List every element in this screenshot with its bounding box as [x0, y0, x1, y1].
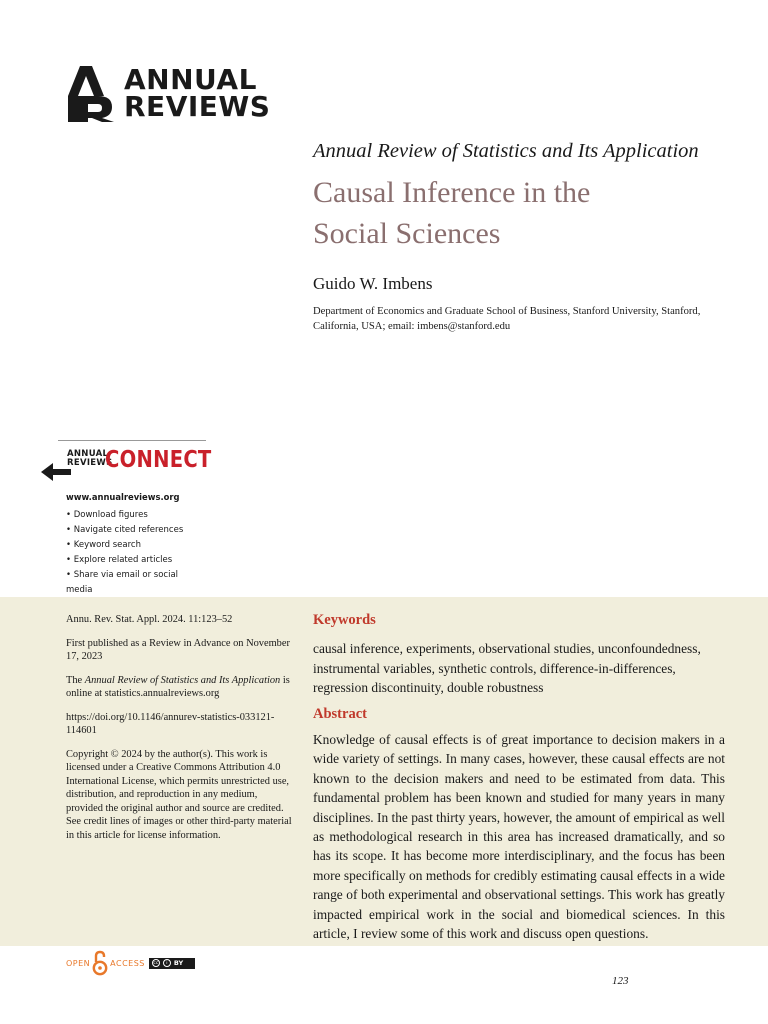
connect-item-keyword-search: • Keyword search — [66, 540, 141, 550]
article-title — [313, 172, 590, 254]
connect-small-annual: ANNUAL — [67, 449, 109, 459]
online-post: is online at statistics.annualreviews.org — [66, 674, 290, 699]
article-title-line-1: Causal Inference in the — [313, 176, 591, 209]
logo-word-annual: ANNUAL — [124, 63, 257, 96]
annual-reviews-connect-box — [41, 440, 212, 605]
connect-url-link[interactable]: www.annualreviews.org — [66, 492, 180, 502]
open-access-right: ACCESS — [110, 958, 145, 968]
open-access-badge — [66, 950, 195, 976]
doi-link[interactable]: https://doi.org/10.1146/annurev-statistics-033121-114601 — [66, 711, 275, 736]
author-name: Guido W. Imbens — [313, 274, 433, 293]
logo-word-reviews: REVIEWS — [124, 90, 271, 123]
abstract-heading: Abstract — [313, 706, 367, 722]
connect-item-navigate-references: • Navigate cited references — [66, 525, 184, 535]
cc-license-badge — [149, 958, 195, 969]
connect-feature-list — [66, 508, 206, 598]
ar-logo-icon — [66, 66, 118, 122]
abstract-text: Knowledge of causal effects is of great importance to decision makers in a wide variety of settings. In many cases, however, these causal effects are not known to the decision makers and need to be estimated from data. This fundamental problem has been known and studied for many years in many disciplines. In the past thirty years, however, the amount of empirical as well as methodological research in this area has increased dramatically, and so has its scope. It has become more interdisciplinary, and the focus has been more specifically on methods for credibly estimating causal effects in a wide range of both experimental and observational settings. This work has greatly impacted empirical work in the social and biomedical sciences. In this article, I review some of this work and discuss open questions. — [313, 732, 725, 942]
published-line: First published as a Review in Advance on November 17, 2023 — [66, 637, 290, 662]
keywords-heading: Keywords — [313, 612, 376, 628]
author-affiliation: Department of Economics and Graduate School of Business, Stanford University, Stanford, California, USA; email: imbens@stanford.edu — [313, 306, 701, 332]
connect-item-explore-articles: • Explore related articles — [66, 555, 173, 565]
open-lock-icon — [92, 950, 108, 976]
open-access-left: OPEN — [66, 958, 91, 968]
cc-by-icon: i — [163, 959, 171, 967]
connect-small-reviews: REVIEWS — [67, 458, 113, 468]
cc-icon: cc — [153, 960, 159, 966]
annual-reviews-logo — [66, 63, 271, 123]
connect-item-share: • Share via email or social media — [66, 570, 179, 595]
copyright-notice: Copyright © 2024 by the author(s). This work is licensed under a Creative Commons Attribution 4.0 International License, which permits unrestricted use, distribution, and reproduction in any medium, provided the original author and source are credited. See credit lines of images or other third-party material in this article for license information. — [66, 748, 292, 841]
journal-name: Annual Review of Statistics and Its Application — [313, 140, 699, 162]
citation-line: Annu. Rev. Stat. Appl. 2024. 11:123–52 — [66, 614, 233, 625]
article-title-line-2: Social Sciences — [313, 217, 501, 250]
online-line — [66, 674, 294, 701]
online-pre: The — [66, 674, 85, 686]
page-number: 123 — [612, 975, 629, 987]
article-metadata — [66, 613, 294, 852]
connect-wordmark: CONNECT — [105, 447, 212, 473]
keywords-text: causal inference, experiments, observational studies, unconfoundedness, instrumental variables, synthetic controls, difference-in-differences, regression discontinuity, double robustness — [313, 641, 701, 695]
connect-item-download-figures: • Download figures — [66, 510, 148, 520]
cc-by-label: BY — [173, 959, 184, 967]
online-journal: Annual Review of Statistics and Its Application — [84, 674, 281, 686]
